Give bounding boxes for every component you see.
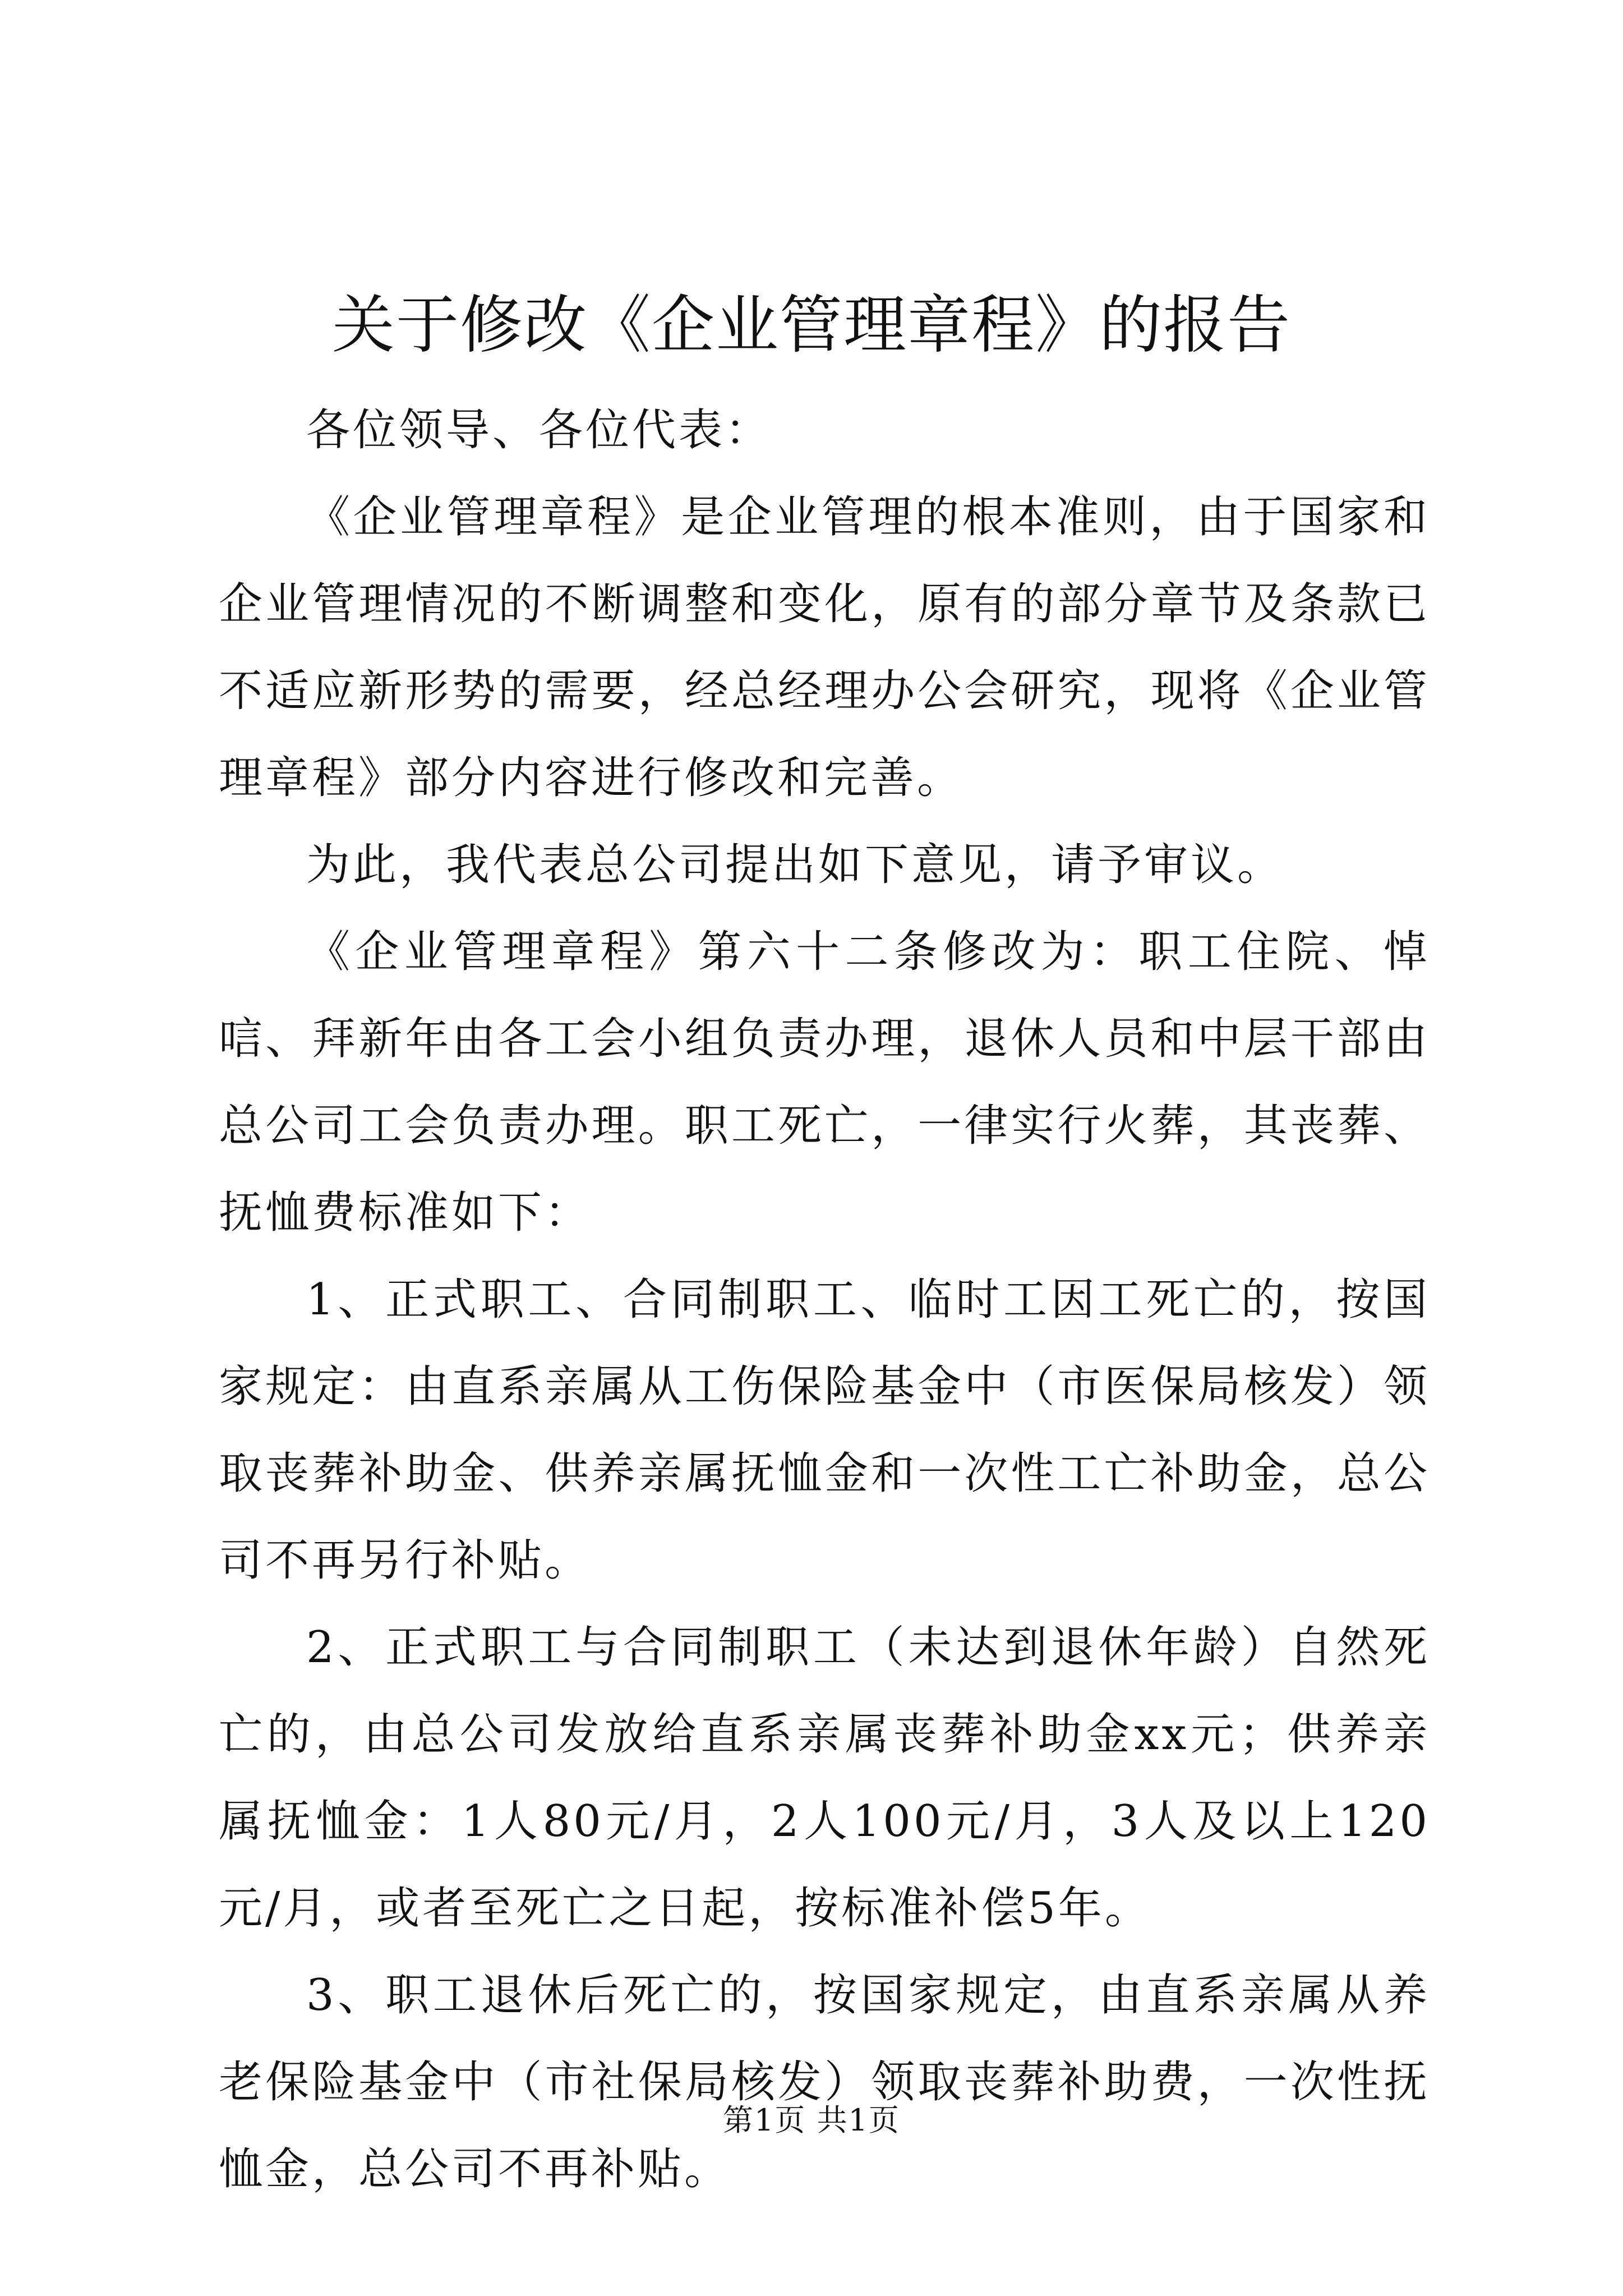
- paragraph-proposal: 为此，我代表总公司提出如下意见，请予审议。: [306, 840, 1284, 890]
- document-body: [219, 387, 1430, 2213]
- document-title: 关于修改《企业管理章程》的报告: [332, 289, 1291, 362]
- page-footer: 第1页 共1页: [723, 2102, 900, 2138]
- list-item-3: 3、职工退休后死亡的，按国家规定，由直系亲属从养老保险基金中（市社保局核发）领取丧葬补助费，一次性抚恤金，总公司不再补贴。: [219, 1970, 1430, 2194]
- paragraph-intro: 《企业管理章程》是企业管理的根本准则，由于国家和企业管理情况的不断调整和变化，原有的部分章节及条款已不适应新形势的需要，经总经理办公会研究，现将《企业管理章程》部分内容进行修改和完善。: [219, 492, 1430, 803]
- list-item-1: 1、正式职工、合同制职工、临时工因工死亡的，按国家规定：由直系亲属从工伤保险基金中（市医保局核发）领取丧葬补助金、供养亲属抚恤金和一次性工亡补助金，总公司不再另行补贴。: [219, 1274, 1430, 1586]
- salutation: 各位领导、各位代表：: [306, 405, 772, 455]
- list-item-2: 2、正式职工与合同制职工（未达到退休年龄）自然死亡的，由总公司发放给直系亲属丧葬补助金xx元；供养亲属抚恤金：1人80元/月，2人100元/月，3人及以上120元/月，或者至死亡之日起，按标准补偿5年。: [219, 1622, 1430, 1934]
- paragraph-article-62: 《企业管理章程》第六十二条修改为：职工住院、悼唁、拜新年由各工会小组负责办理，退休人员和中层干部由总公司工会负责办理。职工死亡，一律实行火葬，其丧葬、抚恤费标准如下：: [219, 927, 1430, 1238]
